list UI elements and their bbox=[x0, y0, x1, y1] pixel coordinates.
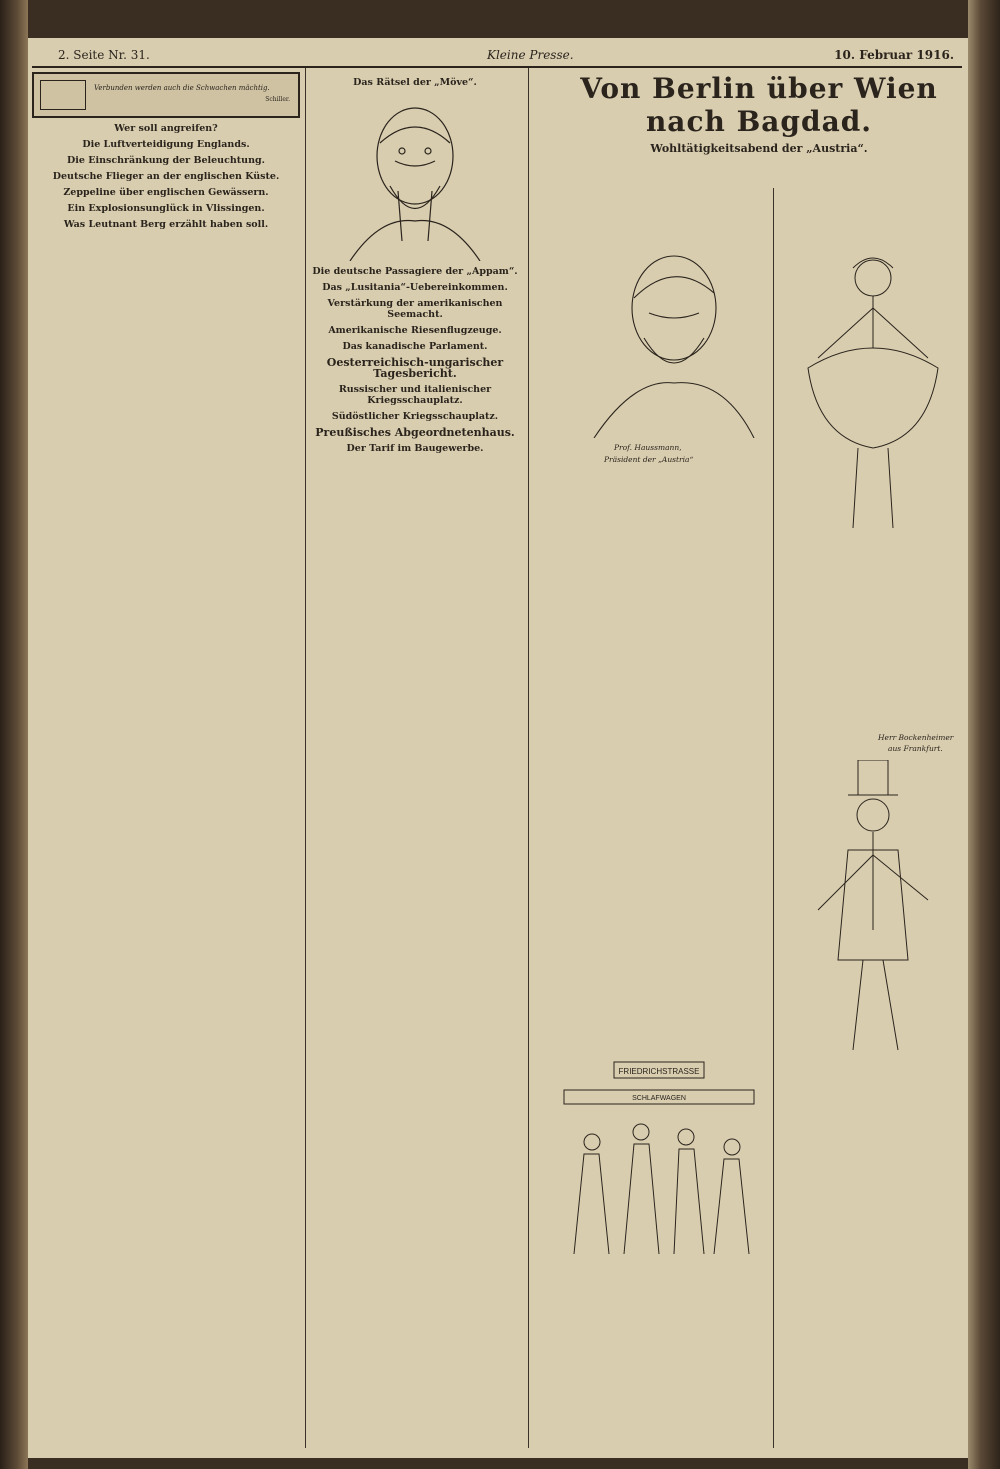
article-heading: Wer soll angreifen? bbox=[114, 123, 218, 134]
portrait-sketch bbox=[554, 238, 768, 438]
station-scene-sketch bbox=[554, 1054, 768, 1254]
feature-heading bbox=[554, 72, 964, 155]
column-1 bbox=[32, 72, 300, 1450]
article-heading: Das „Lusitania“-Uebereinkommen. bbox=[322, 282, 508, 293]
article-heading: Oesterreichisch-ungarischer Tagesbericht. bbox=[326, 356, 504, 380]
article-heading: Russischer und italienischer Kriegsschauplatz. bbox=[338, 384, 492, 406]
article-heading: Deutsche Flieger an der englischen Küste. bbox=[52, 171, 280, 182]
article-heading: Südöstlicher Kriegsschauplatz. bbox=[331, 411, 499, 422]
article-heading: Die Einschränkung der Beleuchtung. bbox=[67, 155, 265, 166]
page-edge bbox=[968, 0, 1000, 1469]
street-sign: FRIEDRICHSTRASSE bbox=[618, 1067, 700, 1076]
article-heading: Ein Explosionsunglück in Vlissingen. bbox=[67, 203, 265, 214]
article-heading: Preußisches Abgeordnetenhaus. bbox=[315, 426, 515, 439]
article-heading: Die Luftverteidigung Englands. bbox=[82, 139, 250, 150]
feature-subtitle: Wohltätigkeitsabend der „Austria“. bbox=[650, 142, 868, 155]
article-heading: Verstärkung der amerikanischen Seemacht. bbox=[327, 298, 503, 320]
caption-line: aus Frankfurt. bbox=[888, 744, 943, 753]
article-heading: Das Rätsel der „Möve“. bbox=[353, 77, 477, 88]
article-body bbox=[778, 544, 964, 734]
article-heading: Der Tarif im Baugewerbe. bbox=[346, 443, 484, 454]
column-2 bbox=[310, 72, 520, 1450]
sleeper-sign: SCHLAFWAGEN bbox=[632, 1095, 686, 1102]
figure-caption bbox=[778, 734, 964, 760]
column-4 bbox=[778, 198, 964, 1458]
page-label: 2. Seite Nr. 31. bbox=[58, 48, 150, 62]
column-3 bbox=[554, 198, 768, 1458]
column-rule bbox=[305, 68, 306, 1448]
article-heading: Was Leutnant Berg erzählt haben soll. bbox=[63, 219, 269, 230]
article-body bbox=[554, 474, 768, 1054]
article-heading: Die deutsche Passagiere der „Appam“. bbox=[312, 266, 518, 277]
portrait-illustration bbox=[310, 91, 520, 261]
quote-author: Schiller. bbox=[265, 96, 290, 103]
portrait-caption bbox=[554, 444, 768, 474]
caption-line: Herr Bockenheimer bbox=[878, 733, 954, 742]
caption-line: Präsident der „Austria“ bbox=[604, 455, 694, 464]
page-header bbox=[32, 46, 962, 68]
dancer-sketch bbox=[778, 238, 964, 538]
column-rule bbox=[528, 68, 529, 1448]
quote-box bbox=[32, 72, 300, 118]
issue-date: 10. Februar 1916. bbox=[834, 48, 954, 62]
newspaper-page bbox=[28, 38, 968, 1458]
quote-text: Verbunden werden auch die Schwachen mächtig. bbox=[94, 84, 270, 92]
newspaper-name: Kleine Presse. bbox=[487, 48, 574, 62]
article-heading: Das kanadische Parlament. bbox=[342, 341, 488, 352]
ornament-icon bbox=[40, 80, 86, 110]
column-rule bbox=[773, 188, 774, 1448]
feature-title: Von Berlin über Wien nach Bagdad. bbox=[580, 72, 938, 138]
article-heading: Amerikanische Riesenflugzeuge. bbox=[328, 325, 502, 336]
article-heading: Zeppeline über englischen Gewässern. bbox=[63, 187, 269, 198]
caption-line: Prof. Haussmann, bbox=[614, 443, 682, 452]
book-binding bbox=[0, 0, 28, 1469]
gentleman-sketch bbox=[778, 760, 964, 1060]
